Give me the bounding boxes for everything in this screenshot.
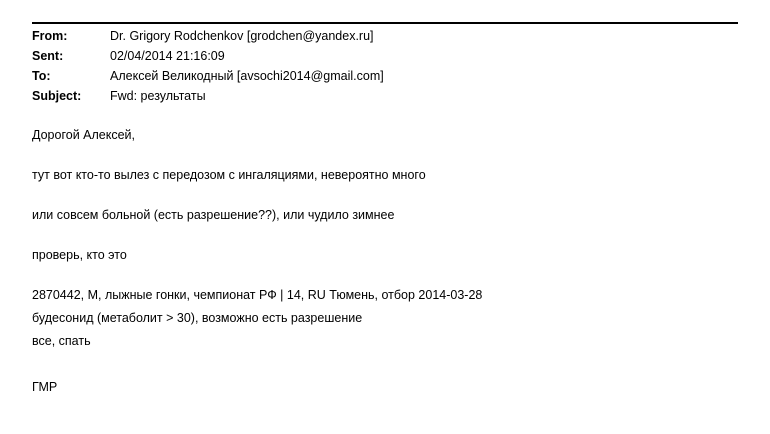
- header-label-subject-colon: :: [77, 89, 82, 103]
- body-record-line-3: все, спать: [32, 334, 91, 348]
- body-record-line-2: будесонид (метаболит > 30), возможно есть разрешение: [32, 311, 363, 325]
- header-label-to: [32, 66, 110, 86]
- header-label-to-colon: :: [46, 69, 51, 83]
- body-record-line-1: 2870442, М, лыжные гонки, чемпионат РФ | 14, RU Тюмень, отбор 2014-03-28: [32, 288, 483, 302]
- header-value-sent: 02/04/2014 21:16:09: [110, 49, 225, 63]
- body-paragraph-2: или совсем больной (есть разрешение??), или чудило зимнее: [32, 208, 395, 222]
- header-value-subject: Fwd: результаты: [110, 89, 206, 103]
- body-greeting: Дорогой Алексей,: [32, 128, 136, 142]
- header-label-from-text: From: [32, 29, 64, 43]
- body-paragraph-3: проверь, кто это: [32, 248, 127, 262]
- header-label-from-colon: :: [63, 29, 68, 43]
- header-label-sent-colon: :: [59, 49, 64, 63]
- header-label-sent-text: Sent: [32, 49, 60, 63]
- header-row-subject: [32, 86, 738, 106]
- header-divider-rule: [32, 22, 738, 24]
- body-signature: ГМР: [32, 380, 58, 394]
- header-row-to: [32, 66, 738, 86]
- body-paragraph-1: тут вот кто-то вылез с передозом с ингаляциями, невероятно много: [32, 168, 426, 182]
- header-row-from: [32, 26, 738, 46]
- email-header-block: [32, 26, 738, 106]
- header-row-sent: [32, 46, 738, 66]
- header-label-sent: [32, 46, 110, 66]
- header-value-to: Алексей Великодный [avsochi2014@gmail.com]: [110, 69, 384, 83]
- email-body: [32, 126, 738, 396]
- header-label-subject-text: Subject: [32, 89, 78, 103]
- header-label-to-text: To: [32, 69, 47, 83]
- header-label-from: [32, 26, 110, 46]
- header-label-subject: [32, 86, 110, 106]
- header-value-from: Dr. Grigory Rodchenkov [grodchen@yandex.ru]: [110, 29, 374, 43]
- body-record-block: [32, 286, 738, 350]
